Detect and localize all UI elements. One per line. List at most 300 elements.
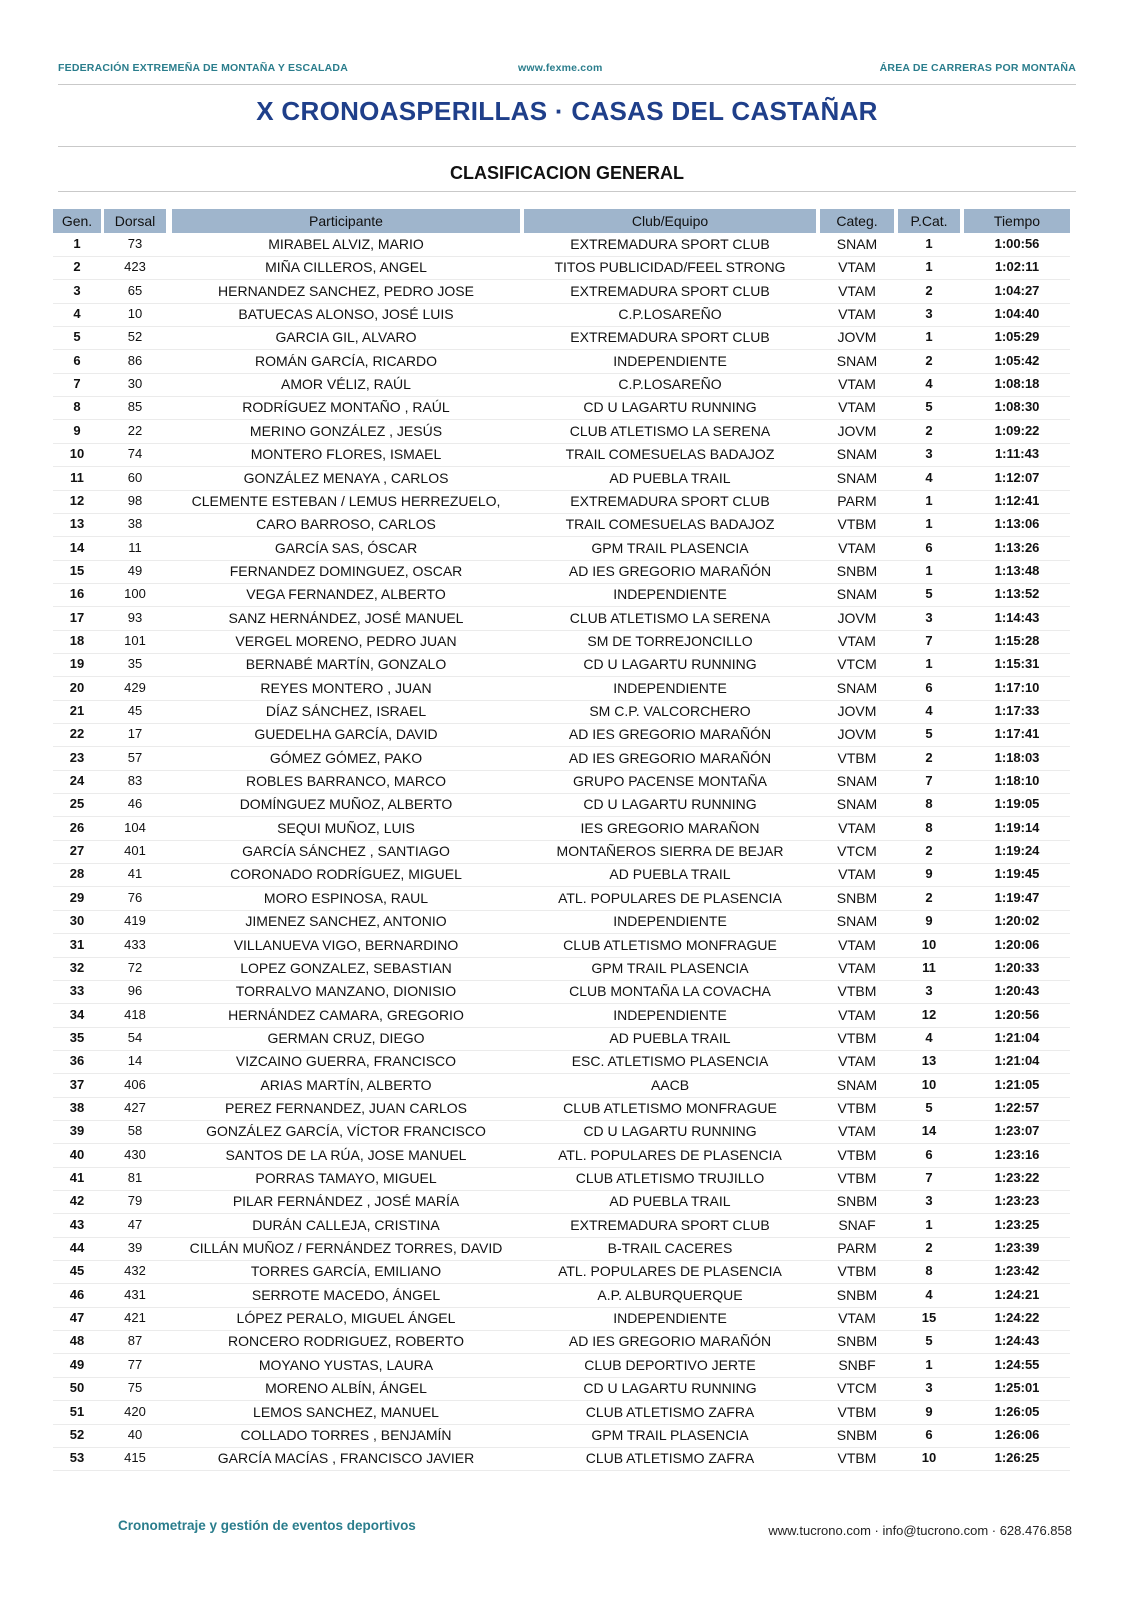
- cell-participant: DÍAZ SÁNCHEZ, ISRAEL: [265, 703, 427, 719]
- table-row: [0, 1004, 1130, 1028]
- table-row: [0, 1424, 1130, 1448]
- cell-time: 1:20:02: [994, 913, 1040, 929]
- cell-club: CLUB ATLETISMO LA SERENA: [569, 422, 771, 439]
- cell-category: VTAM: [838, 936, 876, 953]
- cell-category-position: 2: [925, 1240, 933, 1256]
- cell-category: VTAM: [838, 1006, 876, 1023]
- table-row: [0, 1330, 1130, 1354]
- cell-rank: 31: [69, 936, 85, 952]
- cell-dorsal: 415: [124, 1450, 146, 1466]
- cell-time: 1:25:01: [994, 1380, 1040, 1396]
- cell-rank: 36: [69, 1053, 85, 1069]
- cell-rank: 37: [69, 1076, 85, 1092]
- cell-time: 1:19:05: [994, 796, 1040, 812]
- cell-dorsal: 98: [127, 492, 143, 508]
- cell-rank: 12: [69, 492, 85, 508]
- cell-category: VTBM: [837, 983, 877, 1000]
- cell-dorsal: 22: [127, 422, 143, 438]
- cell-category-position: 11: [922, 959, 936, 975]
- table-row: [0, 653, 1130, 677]
- subtitle-divider: [58, 191, 1076, 192]
- cell-club: CLUB ATLETISMO ZAFRA: [585, 1403, 755, 1420]
- cell-category-position: 3: [925, 446, 933, 462]
- cell-category-position: 4: [925, 1286, 933, 1302]
- cell-time: 1:08:30: [994, 399, 1040, 415]
- cell-category-position: 1: [925, 656, 933, 672]
- cell-participant: ARIAS MARTÍN, ALBERTO: [260, 1076, 432, 1093]
- cell-participant: CARO BARROSO, CARLOS: [256, 516, 436, 533]
- cell-rank: 18: [69, 632, 85, 648]
- cell-club: AACB: [650, 1076, 690, 1093]
- cell-category: SNAM: [836, 796, 878, 813]
- cell-dorsal: 86: [127, 352, 143, 368]
- cell-participant: TORRALVO MANZANO, DIONISIO: [235, 983, 457, 1000]
- cell-participant: GARCÍA MACÍAS , FRANCISCO JAVIER: [217, 1450, 475, 1467]
- cell-participant: GUEDELHA GARCÍA, DAVID: [254, 726, 438, 743]
- cell-dorsal: 38: [127, 516, 143, 532]
- table-row: [0, 1447, 1130, 1471]
- cell-club: INDEPENDIENTE: [613, 586, 727, 603]
- cell-club: AD IES GREGORIO MARAÑÓN: [568, 726, 772, 743]
- cell-category: SNAM: [836, 773, 878, 790]
- cell-category: SNBM: [836, 1426, 878, 1443]
- table-row: [0, 1074, 1130, 1098]
- cell-rank: 23: [69, 749, 85, 765]
- cell-participant: COLLADO TORRES , BENJAMÍN: [240, 1426, 452, 1443]
- cell-participant: PEREZ FERNANDEZ, JUAN CARLOS: [225, 1099, 467, 1116]
- footer-tagline: Cronometraje y gestión de eventos deportivos: [118, 1518, 416, 1533]
- cell-club: AD PUEBLA TRAIL: [609, 866, 731, 883]
- cell-dorsal: 72: [127, 959, 143, 975]
- cell-club: INDEPENDIENTE: [613, 352, 727, 369]
- cell-category-position: 10: [921, 1076, 937, 1092]
- cell-participant: GÓMEZ GÓMEZ, PAKO: [269, 749, 423, 766]
- table-row: [0, 583, 1130, 607]
- cell-club: GRUPO PACENSE MONTAÑA: [573, 773, 767, 790]
- cell-category-position: 3: [925, 1380, 933, 1396]
- cell-rank: 3: [73, 282, 81, 298]
- cell-rank: 5: [73, 329, 81, 345]
- cell-participant: MORENO ALBÍN, ÁNGEL: [265, 1380, 427, 1397]
- cell-time: 1:18:03: [994, 749, 1040, 765]
- cell-time: 1:17:41: [994, 726, 1040, 742]
- table-row: [0, 1167, 1130, 1191]
- cell-category-position: 3: [925, 609, 933, 625]
- cell-category: PARM: [837, 492, 877, 509]
- cell-rank: 35: [69, 1029, 85, 1045]
- cell-category-position: 2: [925, 843, 933, 859]
- cell-dorsal: 58: [127, 1123, 143, 1139]
- cell-rank: 22: [69, 726, 85, 742]
- cell-time: 1:24:22: [994, 1310, 1040, 1326]
- cell-participant: HERNÁNDEZ CAMARA, GREGORIO: [228, 1006, 464, 1023]
- cell-time: 1:14:43: [994, 609, 1040, 625]
- cell-club: GPM TRAIL PLASENCIA: [591, 959, 749, 976]
- area-name: ÁREA DE CARRERAS POR MONTAÑA: [879, 62, 1076, 74]
- cell-club: CD U LAGARTU RUNNING: [583, 1123, 757, 1140]
- cell-club: ESC. ATLETISMO PLASENCIA: [571, 1053, 769, 1070]
- cell-category-position: 6: [925, 539, 933, 555]
- cell-dorsal: 47: [127, 1216, 143, 1232]
- table-row: [0, 910, 1130, 934]
- cell-category-position: 2: [925, 282, 933, 298]
- classification-title: CLASIFICACION GENERAL: [450, 163, 684, 183]
- cell-participant: BATUECAS ALONSO, JOSÉ LUIS: [238, 306, 454, 323]
- cell-category-position: 12: [921, 1006, 937, 1022]
- cell-category: VTAM: [838, 866, 876, 883]
- cell-category-position: 14: [921, 1123, 937, 1139]
- table-row: [0, 560, 1130, 584]
- cell-time: 1:24:21: [994, 1286, 1040, 1302]
- cell-time: 1:13:26: [994, 539, 1040, 555]
- cell-time: 1:23:22: [994, 1170, 1040, 1185]
- cell-time: 1:18:10: [994, 773, 1040, 789]
- cell-club: INDEPENDIENTE: [613, 913, 727, 930]
- cell-rank: 32: [69, 959, 85, 975]
- cell-dorsal: 75: [127, 1380, 143, 1396]
- cell-category-position: 1: [925, 492, 933, 508]
- cell-dorsal: 87: [127, 1333, 143, 1349]
- cell-rank: 41: [69, 1170, 85, 1185]
- cell-club: ATL. POPULARES DE PLASENCIA: [558, 1263, 782, 1280]
- cell-rank: 10: [69, 446, 85, 462]
- cell-participant: MORO ESPINOSA, RAUL: [263, 889, 429, 906]
- cell-participant: SANZ HERNÁNDEZ, JOSÉ MANUEL: [228, 609, 464, 626]
- cell-time: 1:04:40: [994, 306, 1040, 322]
- cell-dorsal: 57: [127, 749, 143, 765]
- table-row: [0, 1120, 1130, 1144]
- cell-time: 1:12:41: [994, 492, 1040, 508]
- cell-time: 1:19:14: [994, 819, 1040, 835]
- cell-category: VTCM: [837, 843, 877, 860]
- cell-category: VTAM: [838, 399, 876, 416]
- cell-participant: VEGA FERNANDEZ, ALBERTO: [246, 586, 446, 603]
- cell-dorsal: 30: [127, 376, 143, 392]
- cell-category-position: 8: [925, 1263, 933, 1279]
- cell-category-position: 5: [925, 726, 933, 742]
- cell-category: VTAM: [838, 819, 876, 836]
- cell-category-position: 6: [925, 1146, 933, 1162]
- cell-time: 1:11:43: [994, 446, 1040, 462]
- cell-club: CLUB DEPORTIVO JERTE: [584, 1356, 756, 1373]
- table-row: [0, 1050, 1130, 1074]
- cell-club: INDEPENDIENTE: [613, 1310, 727, 1327]
- cell-category: JOVM: [837, 726, 877, 743]
- cell-time: 1:26:25: [994, 1450, 1040, 1466]
- cell-category-position: 5: [925, 399, 933, 415]
- table-row: [0, 607, 1130, 631]
- cell-rank: 14: [69, 539, 85, 555]
- table-row: [0, 1284, 1130, 1308]
- cell-club: C.P.LOSAREÑO: [618, 306, 722, 323]
- cell-category-position: 1: [925, 236, 933, 251]
- table-row: [0, 1214, 1130, 1238]
- column-header-gen: Gen.: [53, 209, 101, 233]
- cell-category: SNAM: [836, 236, 878, 252]
- cell-dorsal: 433: [124, 936, 146, 952]
- cell-rank: 50: [69, 1380, 85, 1396]
- cell-rank: 40: [69, 1146, 85, 1162]
- cell-participant: MONTERO FLORES, ISMAEL: [250, 446, 442, 463]
- cell-rank: 28: [69, 866, 85, 882]
- cell-category: VTAM: [838, 259, 876, 276]
- table-row: [0, 677, 1130, 701]
- cell-category-position: 1: [925, 516, 933, 532]
- cell-category: VTAM: [838, 539, 876, 556]
- cell-category: SNBM: [836, 889, 878, 906]
- cell-time: 1:04:27: [994, 282, 1040, 298]
- cell-club: EXTREMADURA SPORT CLUB: [570, 492, 770, 509]
- cell-dorsal: 77: [127, 1356, 143, 1372]
- table-row: [0, 817, 1130, 841]
- cell-time: 1:20:33: [994, 959, 1040, 975]
- table-row: [0, 303, 1130, 327]
- cell-club: AD IES GREGORIO MARAÑÓN: [568, 562, 772, 579]
- table-row: [0, 840, 1130, 864]
- cell-participant: SANTOS DE LA RÚA, JOSE MANUEL: [225, 1146, 467, 1163]
- cell-dorsal: 429: [124, 679, 146, 695]
- cell-dorsal: 79: [127, 1193, 143, 1209]
- table-row: [0, 326, 1130, 350]
- cell-participant: TORRES GARCÍA, EMILIANO: [250, 1263, 442, 1280]
- cell-category: SNAM: [836, 469, 878, 486]
- cell-club: INDEPENDIENTE: [613, 1006, 727, 1023]
- cell-time: 1:23:07: [994, 1123, 1040, 1139]
- cell-club: EXTREMADURA SPORT CLUB: [570, 236, 770, 252]
- cell-participant: GARCIA GIL, ALVARO: [275, 329, 417, 346]
- event-title: X CRONOASPERILLAS · CASAS DEL CASTAÑAR: [256, 96, 878, 126]
- cell-category: VTAM: [838, 959, 876, 976]
- cell-club: CD U LAGARTU RUNNING: [583, 1380, 757, 1397]
- cell-participant: DOMÍNGUEZ MUÑOZ, ALBERTO: [239, 796, 453, 813]
- cell-time: 1:24:55: [994, 1356, 1040, 1372]
- cell-participant: ROMÁN GARCÍA, RICARDO: [254, 352, 437, 369]
- cell-category-position: 1: [925, 1356, 933, 1372]
- cell-category: VTBM: [837, 516, 877, 533]
- cell-category: JOVM: [837, 422, 877, 439]
- table-row: [0, 934, 1130, 958]
- cell-participant: SERROTE MACEDO, ÁNGEL: [251, 1286, 441, 1303]
- cell-time: 1:23:39: [994, 1240, 1040, 1256]
- cell-category-position: 2: [925, 422, 933, 438]
- cell-dorsal: 427: [124, 1099, 146, 1115]
- cell-rank: 49: [69, 1356, 85, 1372]
- column-header-categ: Categ.: [820, 209, 894, 233]
- cell-category: SNAF: [838, 1216, 876, 1233]
- page-header: [58, 62, 1076, 78]
- cell-rank: 6: [73, 352, 81, 368]
- cell-dorsal: 41: [127, 866, 143, 882]
- cell-time: 1:20:43: [994, 983, 1040, 999]
- table-row: [0, 957, 1130, 981]
- cell-club: CLUB ATLETISMO MONFRAGUE: [563, 1099, 777, 1116]
- cell-rank: 34: [69, 1006, 85, 1022]
- cell-rank: 30: [69, 913, 85, 929]
- cell-dorsal: 406: [124, 1076, 146, 1092]
- cell-category-position: 4: [925, 376, 933, 392]
- cell-club: AD PUEBLA TRAIL: [609, 1029, 731, 1046]
- cell-participant: GARCÍA SÁNCHEZ , SANTIAGO: [242, 843, 450, 860]
- cell-category: JOVM: [837, 703, 877, 719]
- cell-category-position: 6: [925, 679, 933, 695]
- cell-rank: 25: [69, 796, 85, 812]
- cell-category-position: 7: [925, 773, 933, 789]
- table-row: [0, 513, 1130, 537]
- cell-category-position: 4: [925, 469, 933, 485]
- cell-dorsal: 49: [127, 562, 143, 578]
- column-header-tiempo: Tiempo: [964, 209, 1070, 233]
- cell-participant: AMOR VÉLIZ, RAÚL: [281, 376, 411, 393]
- cell-category: VTBM: [837, 1403, 877, 1420]
- cell-time: 1:17:33: [994, 703, 1040, 718]
- cell-club: CLUB ATLETISMO MONFRAGUE: [563, 936, 777, 953]
- cell-participant: REYES MONTERO , JUAN: [260, 679, 432, 696]
- cell-dorsal: 39: [127, 1240, 143, 1256]
- cell-club: CLUB ATLETISMO LA SERENA: [569, 609, 771, 626]
- cell-category: SNBF: [838, 1356, 876, 1373]
- cell-category-position: 5: [925, 1333, 933, 1349]
- cell-category: VTBM: [837, 1029, 877, 1046]
- cell-category-position: 5: [925, 1099, 933, 1115]
- cell-time: 1:20:56: [994, 1006, 1040, 1022]
- cell-participant: GONZÁLEZ GARCÍA, VÍCTOR FRANCISCO: [206, 1123, 486, 1140]
- cell-category: SNBM: [836, 1286, 878, 1303]
- cell-participant: CILLÁN MUÑOZ / FERNÁNDEZ TORRES, DAVID: [189, 1240, 503, 1257]
- cell-category: JOVM: [837, 609, 877, 626]
- cell-time: 1:24:43: [994, 1333, 1040, 1349]
- title-divider: [58, 146, 1076, 147]
- cell-rank: 17: [69, 609, 85, 625]
- cell-club: AD IES GREGORIO MARAÑÓN: [568, 749, 772, 766]
- cell-dorsal: 96: [127, 983, 143, 999]
- column-header-dorsal: Dorsal: [104, 209, 166, 233]
- federation-name: FEDERACIÓN EXTREMEÑA DE MONTAÑA Y ESCALADA: [58, 62, 348, 74]
- cell-participant: CLEMENTE ESTEBAN / LEMUS HERREZUELO,: [191, 492, 501, 509]
- cell-category-position: 3: [925, 306, 933, 322]
- cell-dorsal: 431: [124, 1286, 146, 1302]
- cell-time: 1:23:42: [994, 1263, 1040, 1279]
- table-row: [0, 1260, 1130, 1284]
- table-row: [0, 723, 1130, 747]
- cell-category-position: 3: [925, 983, 933, 999]
- table-row: [0, 537, 1130, 561]
- cell-dorsal: 420: [124, 1403, 146, 1419]
- table-row: [0, 1401, 1130, 1425]
- cell-participant: LÓPEZ PERALO, MIGUEL ÁNGEL: [236, 1310, 456, 1327]
- cell-participant: HERNANDEZ SANCHEZ, PEDRO JOSE: [218, 282, 474, 299]
- cell-time: 1:17:10: [994, 679, 1040, 695]
- column-header-club: Club/Equipo: [524, 209, 816, 233]
- cell-club: GPM TRAIL PLASENCIA: [591, 1426, 749, 1443]
- cell-category-position: 1: [925, 1216, 933, 1232]
- cell-category: SNBM: [836, 1193, 878, 1210]
- cell-dorsal: 35: [127, 656, 143, 672]
- cell-time: 1:05:29: [994, 329, 1040, 345]
- cell-participant: VIZCAINO GUERRA, FRANCISCO: [235, 1053, 457, 1070]
- cell-dorsal: 52: [127, 329, 143, 345]
- cell-dorsal: 76: [127, 889, 143, 905]
- cell-dorsal: 65: [127, 282, 143, 298]
- cell-category: SNAM: [836, 586, 878, 603]
- cell-participant: BERNABÉ MARTÍN, GONZALO: [245, 656, 447, 673]
- cell-category-position: 1: [925, 562, 933, 578]
- cell-category-position: 3: [925, 1193, 933, 1209]
- table-row: [0, 747, 1130, 771]
- cell-time: 1:26:05: [994, 1403, 1040, 1419]
- cell-category-position: 15: [921, 1310, 937, 1326]
- cell-dorsal: 419: [124, 913, 146, 929]
- cell-time: 1:12:07: [994, 469, 1040, 485]
- cell-participant: MOYANO YUSTAS, LAURA: [258, 1356, 434, 1373]
- cell-participant: FERNANDEZ DOMINGUEZ, OSCAR: [229, 562, 463, 579]
- cell-category: SNAM: [836, 913, 878, 930]
- cell-category-position: 10: [921, 1450, 937, 1466]
- cell-category: VTBM: [837, 1450, 877, 1467]
- cell-club: EXTREMADURA SPORT CLUB: [570, 329, 770, 346]
- cell-rank: 2: [73, 259, 81, 275]
- cell-rank: 19: [69, 656, 85, 672]
- cell-category-position: 9: [925, 1403, 933, 1419]
- cell-rank: 42: [69, 1193, 85, 1209]
- cell-participant: RONCERO RODRIGUEZ, ROBERTO: [228, 1333, 464, 1350]
- table-row: [0, 1307, 1130, 1331]
- cell-dorsal: 85: [127, 399, 143, 415]
- cell-rank: 13: [69, 516, 85, 532]
- table-row: [0, 887, 1130, 911]
- cell-rank: 33: [69, 983, 85, 999]
- cell-club: ATL. POPULARES DE PLASENCIA: [558, 1146, 782, 1163]
- cell-category-position: 9: [925, 913, 933, 929]
- table-row: [0, 1377, 1130, 1401]
- cell-club: TRAIL COMESUELAS BADAJOZ: [565, 446, 775, 463]
- cell-category-position: 10: [921, 936, 937, 952]
- cell-dorsal: 401: [124, 843, 146, 859]
- cell-rank: 9: [73, 422, 81, 438]
- cell-time: 1:13:48: [994, 562, 1040, 578]
- cell-rank: 53: [69, 1450, 85, 1466]
- cell-time: 1:21:04: [994, 1029, 1040, 1045]
- table-row: [0, 350, 1130, 374]
- cell-club: IES GREGORIO MARAÑON: [580, 819, 760, 836]
- cell-time: 1:08:18: [994, 376, 1040, 392]
- cell-category-position: 1: [925, 259, 933, 275]
- cell-time: 1:21:04: [994, 1053, 1040, 1069]
- cell-rank: 24: [69, 773, 85, 789]
- cell-dorsal: 10: [127, 306, 143, 322]
- cell-time: 1:00:56: [994, 236, 1040, 251]
- cell-category: VTBM: [837, 749, 877, 766]
- cell-time: 1:22:57: [994, 1099, 1040, 1115]
- cell-dorsal: 83: [127, 773, 143, 789]
- table-row: [0, 1237, 1130, 1261]
- cell-participant: SEQUI MUÑOZ, LUIS: [277, 819, 415, 836]
- cell-rank: 47: [69, 1310, 85, 1326]
- cell-category: VTAM: [838, 1310, 876, 1327]
- cell-rank: 51: [69, 1403, 85, 1419]
- cell-rank: 8: [73, 399, 81, 415]
- cell-rank: 7: [73, 376, 81, 392]
- cell-participant: ROBLES BARRANCO, MARCO: [246, 773, 446, 790]
- cell-category-position: 4: [925, 703, 933, 718]
- cell-time: 1:19:24: [994, 843, 1040, 859]
- cell-participant: GERMAN CRUZ, DIEGO: [267, 1029, 425, 1046]
- cell-club: A.P. ALBURQUERQUE: [597, 1286, 743, 1303]
- cell-club: GPM TRAIL PLASENCIA: [591, 539, 749, 556]
- table-row: [0, 420, 1130, 444]
- cell-rank: 26: [69, 819, 85, 835]
- cell-category: PARM: [837, 1240, 877, 1257]
- cell-category-position: 5: [925, 586, 933, 602]
